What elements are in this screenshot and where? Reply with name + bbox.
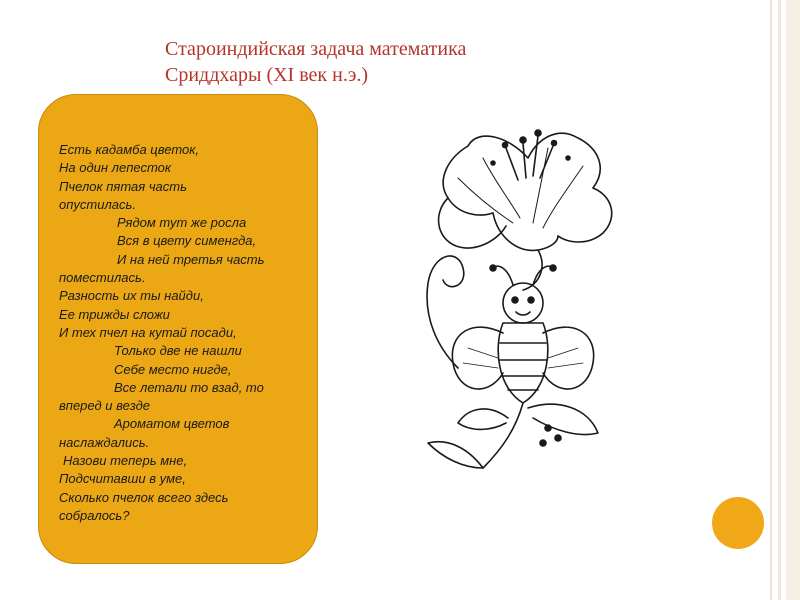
- poem-line: Рядом тут же росла: [117, 215, 247, 231]
- decorative-circle: [712, 497, 764, 549]
- poem-line: вперед и везде: [59, 398, 151, 414]
- poem-line: наслаждались.: [59, 434, 150, 450]
- poem-line: На один лепесток: [59, 160, 171, 176]
- decorative-stripe: [778, 0, 781, 600]
- poem-line: Ее трижды сложи: [59, 306, 170, 322]
- poem-line: Себе место нигде,: [114, 361, 232, 377]
- poem-line: Разность их ты найди,: [59, 288, 204, 304]
- poem-line: Подсчитавши в уме,: [59, 471, 186, 487]
- slide-title-line-1: Староиндийская задача математика: [165, 38, 467, 60]
- poem-text: [59, 141, 309, 525]
- flower-bee-drawing-icon: [398, 118, 648, 478]
- poem-line: Назови теперь мне,: [63, 453, 188, 469]
- poem-line: Сколько пчелок всего здесь: [59, 489, 229, 505]
- poem-line: собралось?: [59, 507, 130, 523]
- poem-line: Все летали то взад, то: [114, 379, 264, 395]
- slide-title: [165, 36, 585, 88]
- poem-line: опустилась.: [59, 196, 136, 212]
- poem-line: Пчелок пятая часть: [59, 178, 187, 194]
- decorative-stripe: [770, 0, 772, 600]
- slide-title-line-2: Сриддхары (XI век н.э.): [165, 64, 369, 86]
- poem-box: [38, 94, 318, 564]
- poem-line: поместилась.: [59, 270, 146, 286]
- poem-line: Вся в цвету сименгда,: [117, 233, 257, 249]
- poem-line: И на ней третья часть: [117, 251, 265, 267]
- poem-line: Ароматом цветов: [114, 416, 230, 432]
- poem-line: Только две не нашли: [114, 343, 242, 359]
- poem-line: И тех пчел на кутай посади,: [59, 324, 237, 340]
- decorative-stripe: [786, 0, 800, 600]
- poem-line: Есть кадамба цветок,: [59, 142, 199, 157]
